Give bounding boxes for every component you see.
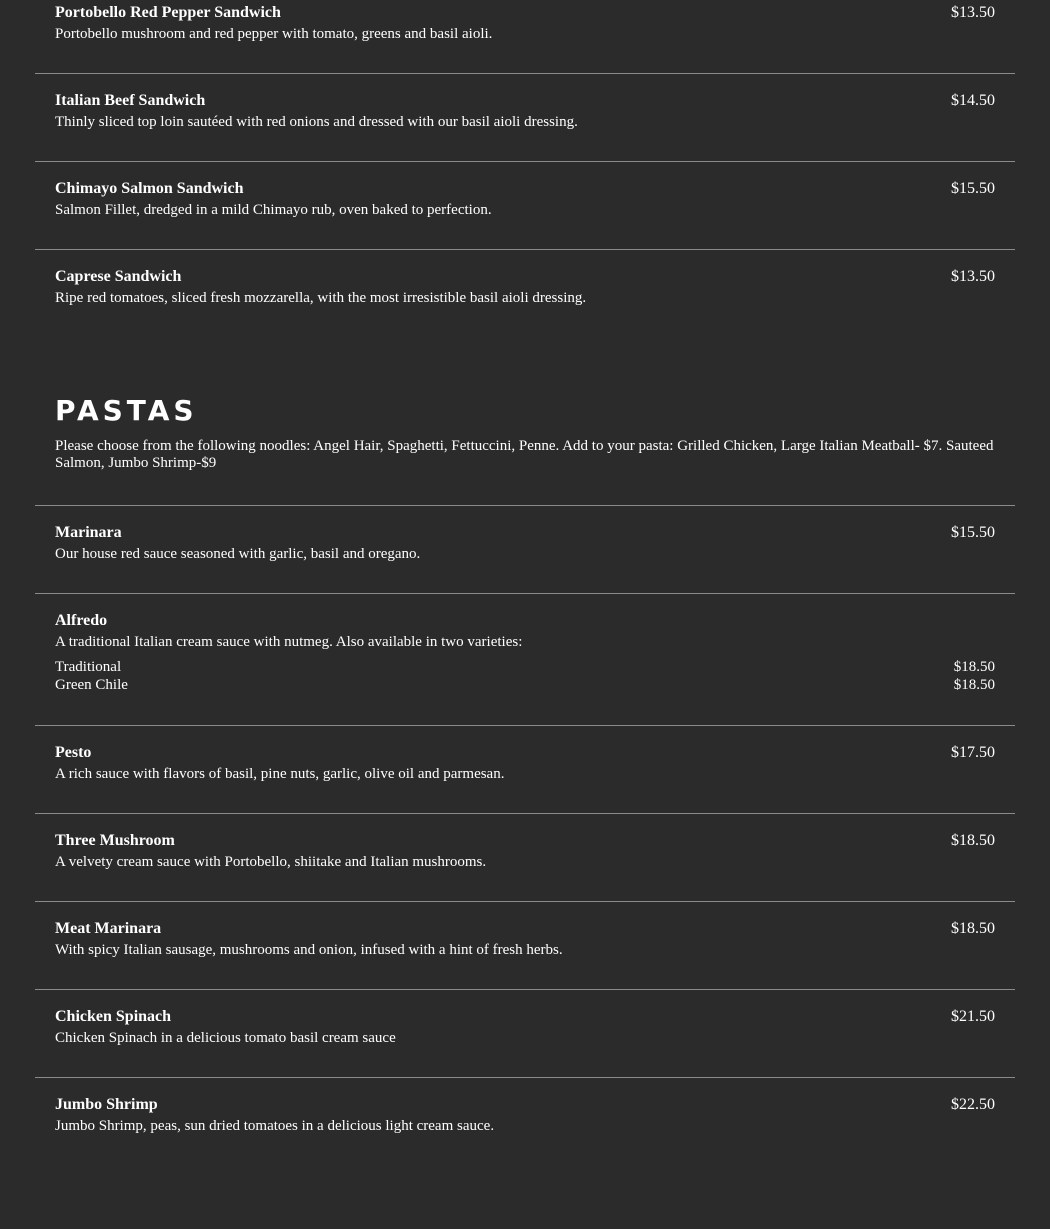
variety-row xyxy=(55,676,995,694)
menu-item xyxy=(35,990,1015,1078)
variety-label: Traditional xyxy=(55,659,122,675)
item-price: $15.50 xyxy=(951,524,995,541)
item-description: Chicken Spinach in a delicious tomato basil cream sauce xyxy=(55,1030,396,1046)
section-title: PASTAS xyxy=(55,394,198,427)
item-description: Jumbo Shrimp, peas, sun dried tomatoes in a delicious light cream sauce. xyxy=(55,1118,495,1134)
pasta-list xyxy=(35,505,1015,1165)
item-description: Ripe red tomatoes, sliced fresh mozzarella, with the most irresistible basil aioli dressing. xyxy=(55,290,587,306)
item-price: $17.50 xyxy=(951,744,995,761)
item-name: Three Mushroom xyxy=(55,832,175,849)
menu-item xyxy=(35,506,1015,594)
menu-item xyxy=(35,250,1015,396)
item-description: Our house red sauce seasoned with garlic, basil and oregano. xyxy=(55,546,421,562)
item-description: A traditional Italian cream sauce with nutmeg. Also available in two varieties: xyxy=(55,634,523,650)
menu-item xyxy=(35,0,1015,74)
item-description: A velvety cream sauce with Portobello, shiitake and Italian mushrooms. xyxy=(55,854,487,870)
menu-item xyxy=(35,162,1015,250)
menu-item xyxy=(35,1078,1015,1165)
item-price: $22.50 xyxy=(951,1096,995,1113)
menu-item xyxy=(35,726,1015,814)
item-price: $13.50 xyxy=(951,268,995,285)
variety-price: $18.50 xyxy=(953,677,995,693)
variety-label: Green Chile xyxy=(55,677,128,693)
item-description: With spicy Italian sausage, mushrooms and onion, infused with a hint of fresh herbs. xyxy=(55,942,563,958)
item-price: $13.50 xyxy=(951,4,995,21)
pastas-section-header xyxy=(0,396,1050,505)
item-description: Portobello mushroom and red pepper with tomato, greens and basil aioli. xyxy=(55,26,493,42)
menu-item xyxy=(35,902,1015,990)
item-price: $18.50 xyxy=(951,832,995,849)
item-price: $15.50 xyxy=(951,180,995,197)
item-price: $14.50 xyxy=(951,92,995,109)
item-name: Italian Beef Sandwich xyxy=(55,92,206,109)
menu-item xyxy=(35,594,1015,726)
item-description: A rich sauce with flavors of basil, pine nuts, garlic, olive oil and parmesan. xyxy=(55,766,505,782)
section-note: Please choose from the following noodles: Angel Hair, Spaghetti, Fettuccini, Penne. Add to your pasta: Grilled Chicken, Large Italian Meatball- $7. Sauteed Salmon, Jumbo Shrimp-$9 xyxy=(55,438,994,471)
item-name: Chicken Spinach xyxy=(55,1008,172,1025)
item-name: Meat Marinara xyxy=(55,920,162,937)
variety-price: $18.50 xyxy=(953,659,995,675)
item-name: Portobello Red Pepper Sandwich xyxy=(55,4,281,21)
item-price: $21.50 xyxy=(951,1008,995,1025)
item-description: Salmon Fillet, dredged in a mild Chimayo rub, oven baked to perfection. xyxy=(55,202,492,218)
item-name: Caprese Sandwich xyxy=(55,268,182,285)
item-name: Chimayo Salmon Sandwich xyxy=(55,180,244,197)
sandwich-list xyxy=(35,0,1015,396)
menu-item xyxy=(35,74,1015,162)
item-name: Marinara xyxy=(55,524,122,541)
menu-item xyxy=(35,814,1015,902)
item-description: Thinly sliced top loin sautéed with red onions and dressed with our basil aioli dressing. xyxy=(55,114,578,130)
variety-row xyxy=(55,658,995,676)
item-price: $18.50 xyxy=(951,920,995,937)
item-name: Alfredo xyxy=(55,612,108,629)
item-name: Pesto xyxy=(55,744,92,761)
item-name: Jumbo Shrimp xyxy=(55,1096,158,1113)
